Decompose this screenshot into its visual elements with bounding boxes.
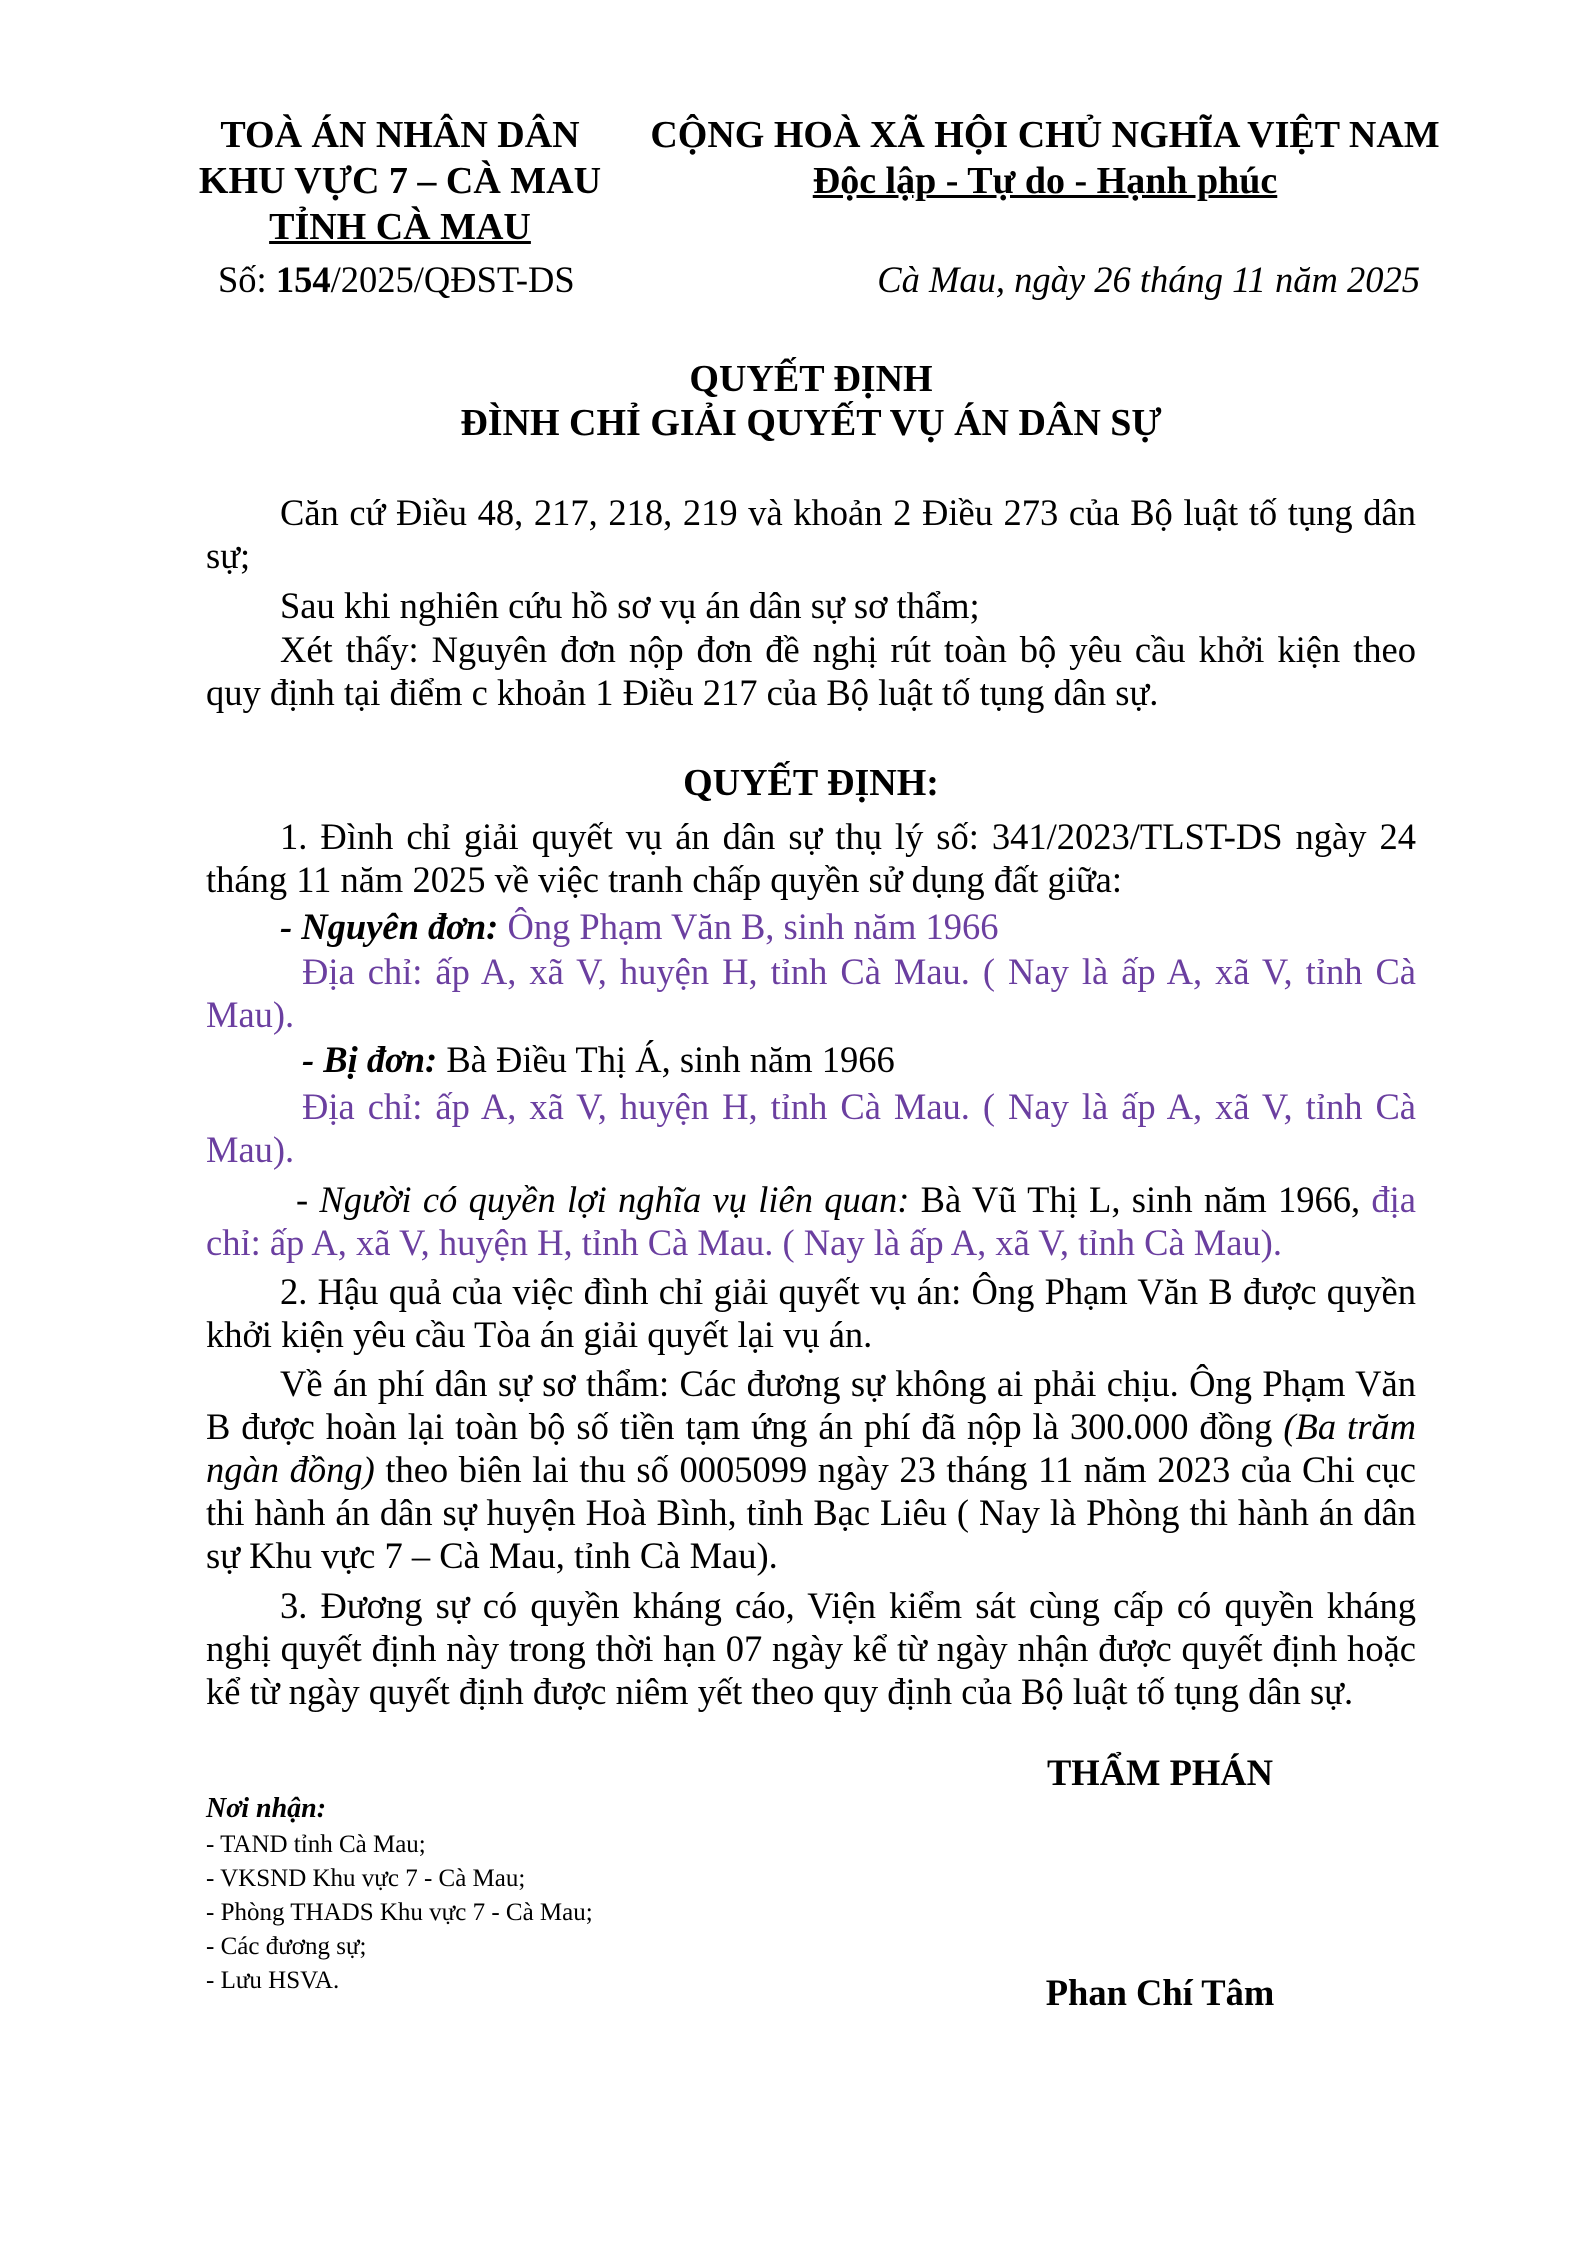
plaintiff-name: Ông Phạm Văn B, sinh năm 1966 bbox=[498, 906, 999, 947]
recipients-heading: Nơi nhận: bbox=[206, 1793, 327, 1824]
title-line1: QUYẾT ĐỊNH bbox=[689, 358, 933, 400]
court-line3 bbox=[190, 204, 610, 250]
related-label: - Người có quyền lợi nghĩa vụ liên quan: bbox=[296, 1179, 910, 1220]
study-note: Sau khi nghiên cứu hồ sơ vụ án dân sự sơ thẩm; bbox=[280, 585, 980, 626]
court-name bbox=[190, 112, 610, 250]
court-line3-text: TỈNH CÀ MAU bbox=[269, 206, 531, 248]
related-name: Bà Vũ Thị L, sinh năm 1966, bbox=[909, 1179, 1372, 1220]
defendant-label: - Bị đơn: bbox=[302, 1039, 438, 1080]
fee-amount-words: (Ba trăm ngàn đồng) bbox=[206, 1406, 1417, 1490]
recipient-item: - Phòng THADS Khu vực 7 - Cà Mau; bbox=[206, 1899, 593, 1926]
defendant-address: Địa chỉ: ấp A, xã V, huyện H, tỉnh Cà Mau. ( Nay là ấp A, xã V, tỉnh Cà Mau). bbox=[206, 1086, 1416, 1170]
plaintiff bbox=[206, 905, 1416, 948]
plaintiff-label: - Nguyên đơn: bbox=[280, 906, 499, 947]
decision-item-2: 2. Hậu quả của việc đình chỉ giải quyết vụ án: Ông Phạm Văn B được quyền khởi kiện yêu cầu Tòa án giải quyết lại vụ án. bbox=[206, 1271, 1416, 1355]
related-address: địa chỉ: ấp A, xã V, huyện H, tỉnh Cà Mau. ( Nay là ấp A, xã V, tỉnh Cà Mau). bbox=[206, 1179, 1416, 1263]
judge-name: Phan Chí Tâm bbox=[1045, 1972, 1275, 2013]
plaintiff-address: Địa chỉ: ấp A, xã V, huyện H, tỉnh Cà Mau. ( Nay là ấp A, xã V, tỉnh Cà Mau). bbox=[206, 951, 1416, 1035]
document-number bbox=[218, 258, 575, 301]
decision-heading: QUYẾT ĐỊNH: bbox=[683, 762, 939, 804]
judge-title: THẨM PHÁN bbox=[1046, 1752, 1274, 1793]
legal-basis: Căn cứ Điều 48, 217, 218, 219 và khoản 2 Điều 273 của Bộ luật tố tụng dân sự; bbox=[206, 492, 1416, 576]
number-suffix: /2025/QĐST-DS bbox=[330, 259, 575, 300]
number-bold: 154 bbox=[275, 259, 331, 300]
defendant bbox=[206, 1038, 1416, 1081]
nation-line2-wrap bbox=[640, 158, 1450, 204]
fee-part1: Về án phí dân sự sơ thẩm: Các đương sự không ai phải chịu. Ông Phạm Văn B được hoàn lại toàn bộ số tiền tạm ứng án phí đã nộp là 300.000 đồng bbox=[206, 1363, 1416, 1447]
defendant-name: Bà Điều Thị Á, sinh năm 1966 bbox=[437, 1039, 895, 1080]
decision-item-3: 3. Đương sự có quyền kháng cáo, Viện kiểm sát cùng cấp có quyền kháng nghị quyết định này trong thời hạn 07 ngày kể từ ngày nhận được quyết định hoặc kể từ ngày quyết định được niêm yết theo quy định của Bộ luật tố tụng dân sự. bbox=[206, 1585, 1416, 1712]
number-prefix: Số: bbox=[218, 259, 276, 300]
recipient-item: - Các đương sự; bbox=[206, 1933, 367, 1960]
fee-part2: theo biên lai thu số 0005099 ngày 23 tháng 11 năm 2023 của Chi cục thi hành án dân sự huyện Hoà Bình, tỉnh Bạc Liêu ( Nay là Phòng thi hành án dân sự Khu vực 7 – Cà Mau, tỉnh Cà Mau). bbox=[206, 1449, 1416, 1576]
recipient-item: - VKSND Khu vực 7 - Cà Mau; bbox=[206, 1865, 526, 1892]
document-date: Cà Mau, ngày 26 tháng 11 năm 2025 bbox=[877, 259, 1420, 300]
title-line2: ĐÌNH CHỈ GIẢI QUYẾT VỤ ÁN DÂN SỰ bbox=[460, 402, 1162, 444]
related-party bbox=[206, 1178, 1416, 1264]
nation-line2: Độc lập - Tự do - Hạnh phúc bbox=[812, 160, 1278, 202]
nation-line1: CỘNG HOÀ XÃ HỘI CHỦ NGHĨA VIỆT NAM bbox=[650, 114, 1440, 156]
decision-item-1: 1. Đình chỉ giải quyết vụ án dân sự thụ lý số: 341/2023/TLST-DS ngày 24 tháng 11 năm 2025 về việc tranh chấp quyền sử dụng đất giữa: bbox=[206, 816, 1416, 900]
recipient-item: - TAND tỉnh Cà Mau; bbox=[206, 1831, 426, 1858]
court-fee bbox=[206, 1362, 1416, 1577]
recipient-item: - Lưu HSVA. bbox=[206, 1967, 340, 1994]
court-line2: KHU VỰC 7 – CÀ MAU bbox=[198, 160, 602, 202]
national-motto bbox=[640, 112, 1450, 204]
consideration: Xét thấy: Nguyên đơn nộp đơn đề nghị rút toàn bộ yêu cầu khởi kiện theo quy định tại điểm c khoản 1 Điều 217 của Bộ luật tố tụng dân sự. bbox=[206, 629, 1416, 713]
document-title bbox=[206, 357, 1416, 445]
court-line1: TOÀ ÁN NHÂN DÂN bbox=[220, 114, 580, 156]
